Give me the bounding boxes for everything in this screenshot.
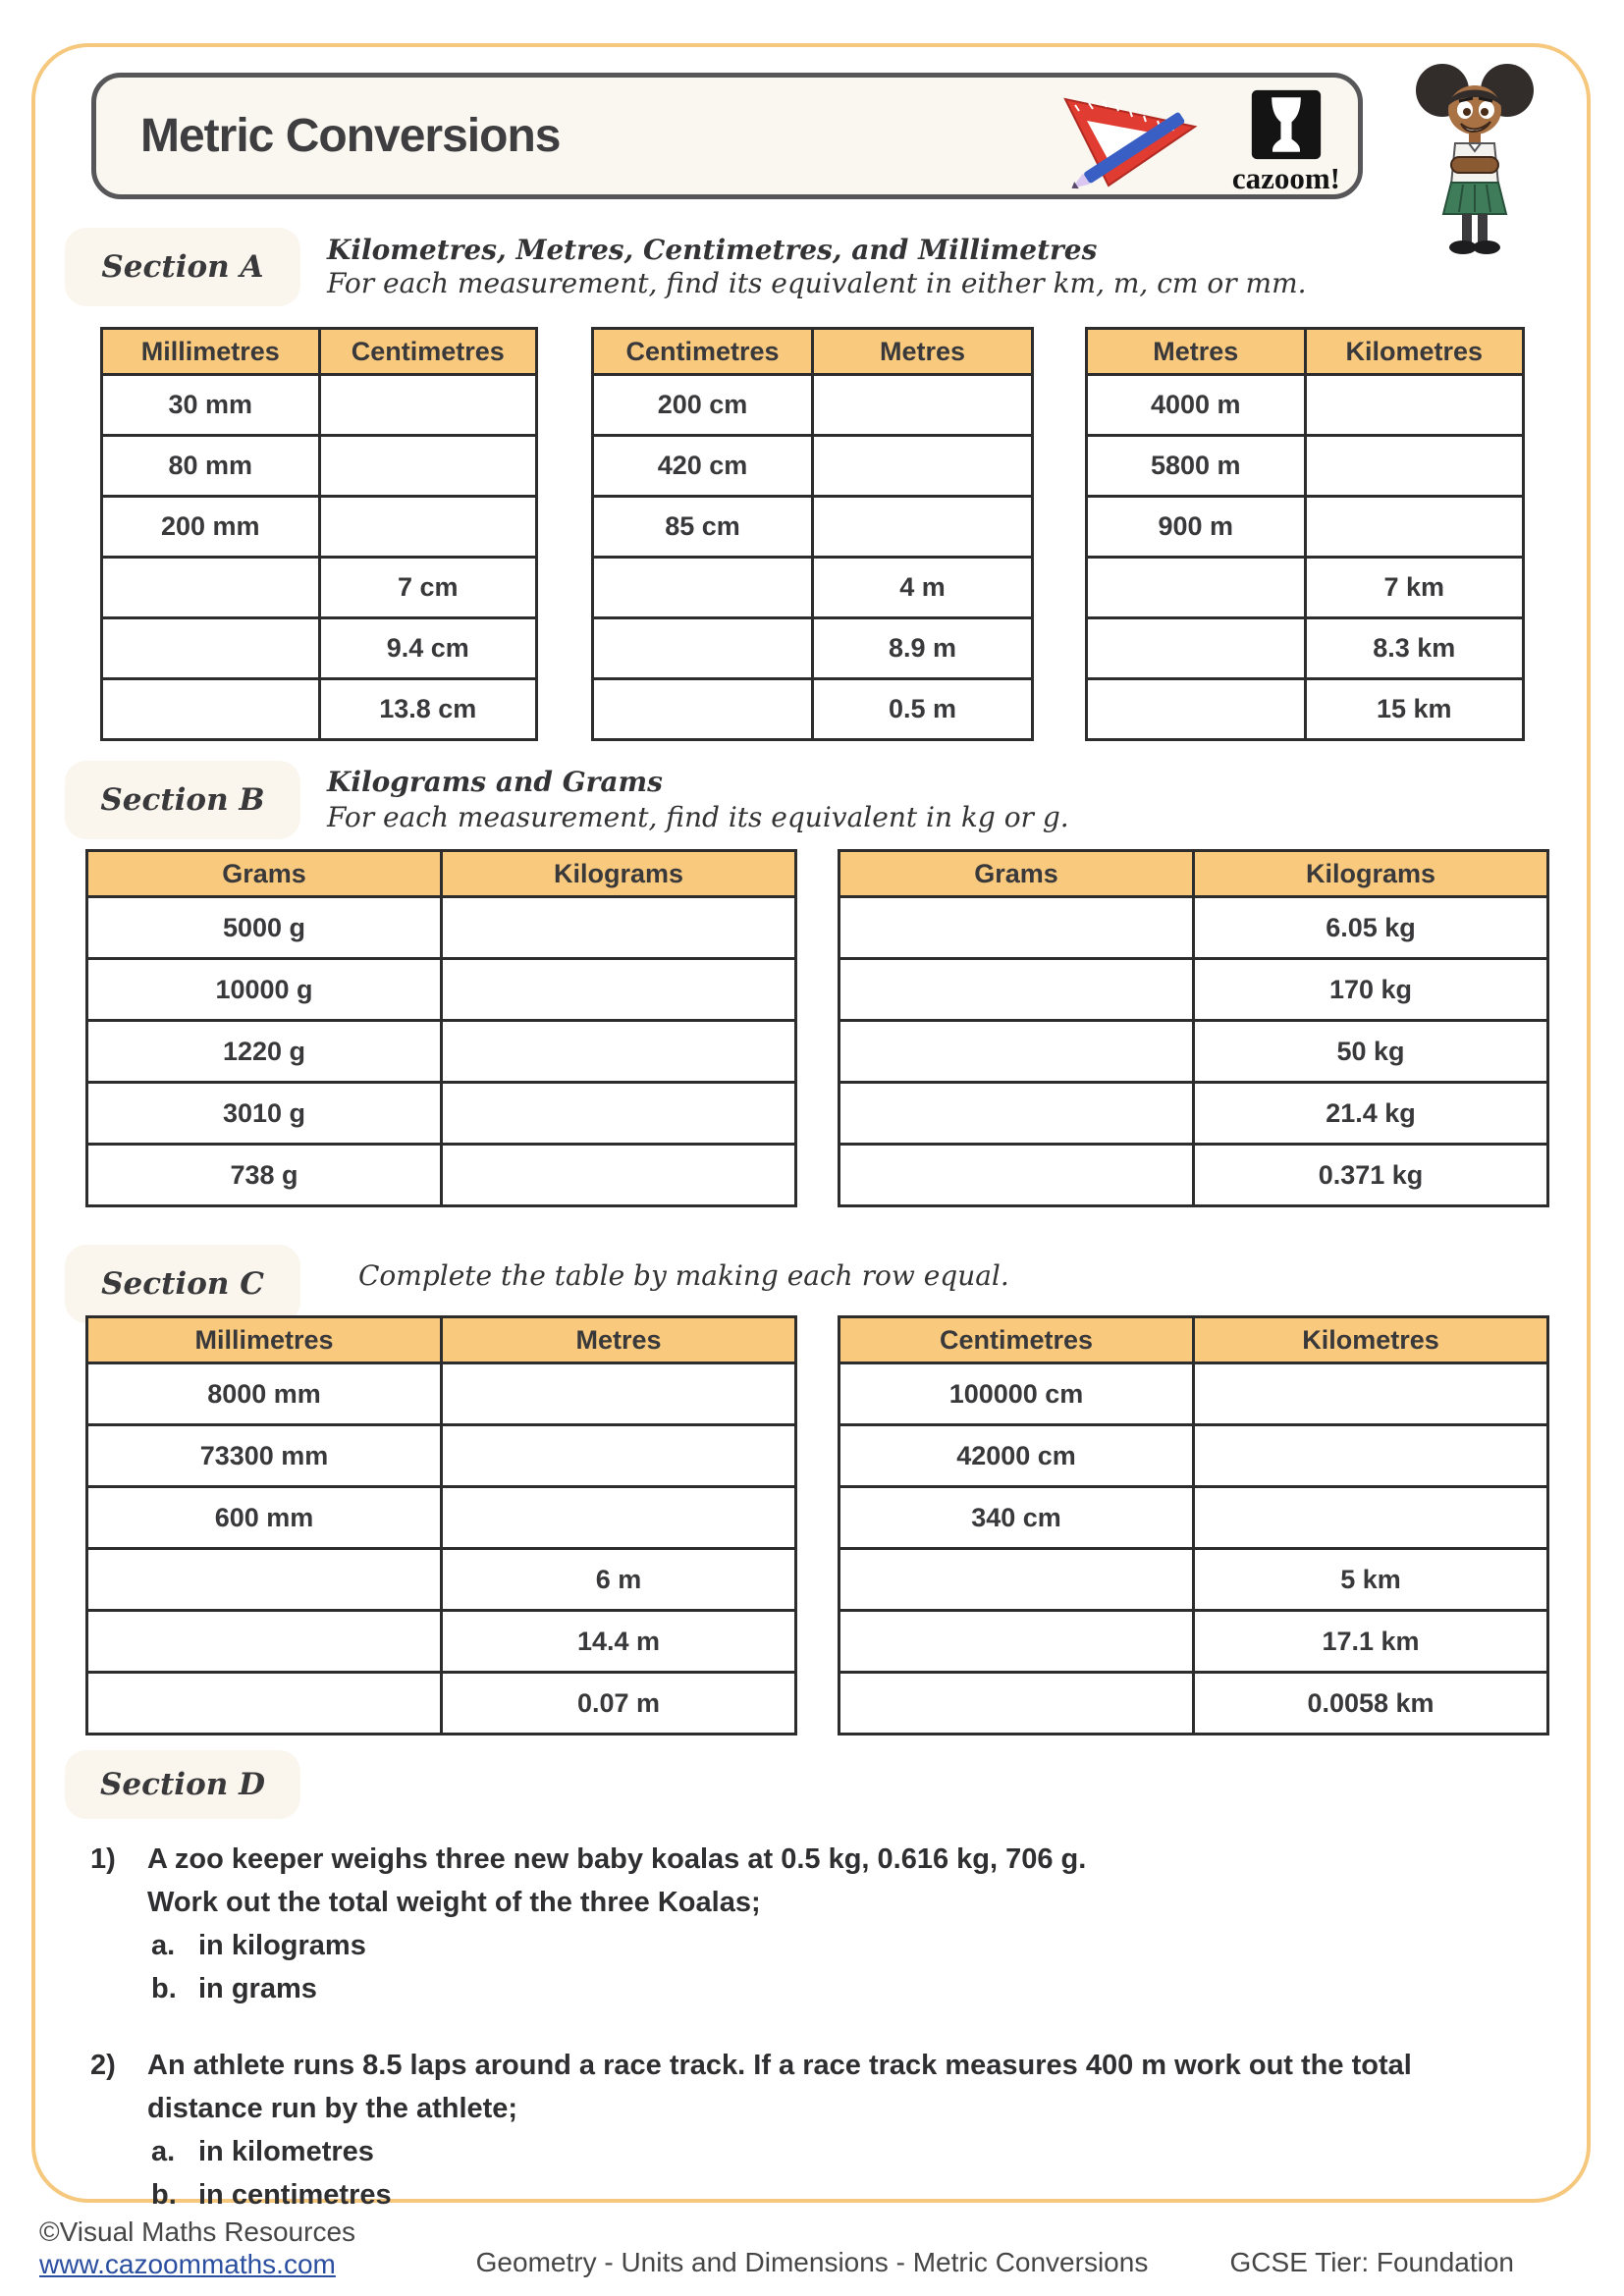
table-row (1087, 436, 1524, 497)
answer-cell (102, 558, 320, 618)
value-cell: 340 cm (839, 1487, 1194, 1549)
question-2 (90, 2044, 1543, 2216)
table-row (1087, 497, 1524, 558)
answer-cell (1194, 1487, 1548, 1549)
answer-cell (442, 897, 796, 959)
answer-cell (319, 497, 537, 558)
part-text: in kilograms (198, 1930, 366, 1961)
value-cell: 5800 m (1087, 436, 1306, 497)
table-row (87, 959, 796, 1021)
value-cell: 73300 mm (87, 1425, 442, 1487)
question-line (90, 1838, 1543, 1881)
answer-cell (1305, 436, 1524, 497)
column-header: Metres (442, 1317, 796, 1363)
page-title: Metric Conversions (140, 110, 561, 162)
footer-tier-text: GCSE Tier: Foundation (1229, 2247, 1514, 2277)
question-line (90, 2044, 1543, 2087)
value-cell: 9.4 cm (319, 618, 537, 679)
answer-cell (593, 679, 813, 740)
student-character-illustration (1410, 55, 1540, 260)
table-row (87, 1083, 796, 1145)
answer-cell (442, 1487, 796, 1549)
table-row (1087, 618, 1524, 679)
answer-cell (87, 1611, 442, 1673)
part-text: in kilometres (198, 2136, 374, 2167)
answer-cell (87, 1549, 442, 1611)
column-header: Centimetres (593, 329, 813, 375)
part-text: in grams (198, 1973, 317, 2004)
section-a-heading: Kilometres, Metres, Centimetres, and Millimetres (327, 234, 1098, 266)
value-cell: 100000 cm (839, 1363, 1194, 1425)
table-row (593, 558, 1033, 618)
section-d-label: Section D (65, 1750, 300, 1819)
table-row (102, 375, 537, 436)
question-gap (90, 2010, 1543, 2044)
value-cell: 4 m (813, 558, 1033, 618)
answer-cell (839, 959, 1194, 1021)
answer-cell (839, 1021, 1194, 1083)
table-row (593, 375, 1033, 436)
value-cell: 21.4 kg (1194, 1083, 1548, 1145)
logo-row (1052, 83, 1340, 198)
value-cell: 42000 cm (839, 1425, 1194, 1487)
answer-cell (593, 618, 813, 679)
column-header: Millimetres (87, 1317, 442, 1363)
value-cell: 5000 g (87, 897, 442, 959)
value-cell: 8.9 m (813, 618, 1033, 679)
column-header: Kilograms (1194, 851, 1548, 897)
table-row (839, 959, 1548, 1021)
value-cell: 8000 mm (87, 1363, 442, 1425)
question-text: Work out the total weight of the three Koalas; (147, 1887, 761, 1918)
answer-cell (839, 1145, 1194, 1206)
table-row (87, 1549, 796, 1611)
answer-cell (442, 959, 796, 1021)
value-cell: 6.05 kg (1194, 897, 1548, 959)
part-letter: a. (151, 1930, 176, 1961)
table-row (593, 618, 1033, 679)
table-row (87, 897, 796, 959)
answer-cell (1194, 1425, 1548, 1487)
value-cell: 600 mm (87, 1487, 442, 1549)
answer-cell (442, 1021, 796, 1083)
worksheet-header (91, 73, 1363, 199)
section-c-instruction: Complete the table by making each row equal. (358, 1259, 1009, 1292)
table-row (1087, 558, 1524, 618)
value-cell: 8.3 km (1305, 618, 1524, 679)
value-cell: 13.8 cm (319, 679, 537, 740)
column-header: Centimetres (839, 1317, 1194, 1363)
value-cell: 80 mm (102, 436, 320, 497)
table-cm-m (591, 327, 1034, 741)
answer-cell (839, 1549, 1194, 1611)
section-b-label: Section B (65, 761, 300, 839)
answer-cell (813, 375, 1033, 436)
value-cell: 170 kg (1194, 959, 1548, 1021)
column-header: Kilometres (1305, 329, 1524, 375)
column-header: Metres (1087, 329, 1306, 375)
value-cell: 5 km (1194, 1549, 1548, 1611)
question-line (90, 2087, 1543, 2130)
table-row (1087, 375, 1524, 436)
table-row (593, 436, 1033, 497)
part-letter: b. (151, 2179, 177, 2211)
table-g-kg-right (838, 849, 1549, 1207)
table-row (102, 436, 537, 497)
answer-cell (319, 375, 537, 436)
copyright-text: ©Visual Maths Resources (39, 2216, 356, 2247)
part-letter: b. (151, 1973, 177, 2004)
question-part-a (90, 1924, 1543, 1967)
table-mm-cm (100, 327, 538, 741)
value-cell: 85 cm (593, 497, 813, 558)
question-text: distance run by the athlete; (147, 2093, 518, 2124)
table-row (87, 1611, 796, 1673)
table-cm-km (838, 1315, 1549, 1735)
table-row (839, 1021, 1548, 1083)
answer-cell (442, 1083, 796, 1145)
column-header: Centimetres (319, 329, 537, 375)
table-row (839, 1549, 1548, 1611)
value-cell: 4000 m (1087, 375, 1306, 436)
table-m-km (1085, 327, 1525, 741)
answer-cell (1087, 558, 1306, 618)
answer-cell (442, 1425, 796, 1487)
value-cell: 6 m (442, 1549, 796, 1611)
question-line (90, 1881, 1543, 1924)
value-cell: 1220 g (87, 1021, 442, 1083)
section-a-label: Section A (65, 228, 300, 306)
table-row (839, 1487, 1548, 1549)
value-cell: 0.371 kg (1194, 1145, 1548, 1206)
value-cell: 420 cm (593, 436, 813, 497)
value-cell: 7 cm (319, 558, 537, 618)
value-cell: 0.5 m (813, 679, 1033, 740)
answer-cell (442, 1363, 796, 1425)
table-row (102, 497, 537, 558)
table-row (839, 1425, 1548, 1487)
table-row (102, 618, 537, 679)
section-b-instruction: For each measurement, find its equivalent in kg or g. (327, 801, 1069, 833)
question-number: 2) (90, 2050, 116, 2081)
answer-cell (593, 558, 813, 618)
question-part-a (90, 2130, 1543, 2173)
column-header: Millimetres (102, 329, 320, 375)
column-header: Metres (813, 329, 1033, 375)
value-cell: 17.1 km (1194, 1611, 1548, 1673)
answer-cell (839, 1611, 1194, 1673)
question-part-b (90, 2173, 1543, 2216)
table-row (87, 1363, 796, 1425)
table-row (593, 679, 1033, 740)
answer-cell (839, 1673, 1194, 1735)
cazoom-logo-text: cazoom! (1231, 161, 1340, 195)
value-cell: 0.0058 km (1194, 1673, 1548, 1735)
answer-cell (813, 436, 1033, 497)
answer-cell (1305, 497, 1524, 558)
column-header: Kilometres (1194, 1317, 1548, 1363)
answer-cell (1194, 1363, 1548, 1425)
question-part-b (90, 1967, 1543, 2010)
table-row (87, 1673, 796, 1735)
answer-cell (839, 1083, 1194, 1145)
column-header: Grams (87, 851, 442, 897)
table-row (839, 1145, 1548, 1206)
answer-cell (1087, 679, 1306, 740)
section-d-questions (90, 1838, 1543, 2216)
answer-cell (87, 1673, 442, 1735)
table-mm-m (85, 1315, 797, 1735)
value-cell: 30 mm (102, 375, 320, 436)
table-row (87, 1425, 796, 1487)
part-text: in centimetres (198, 2179, 392, 2211)
table-g-kg-left (85, 849, 797, 1207)
table-row (1087, 679, 1524, 740)
answer-cell (102, 618, 320, 679)
table-row (87, 1145, 796, 1206)
table-row (87, 1021, 796, 1083)
question-text: A zoo keeper weighs three new baby koalas at 0.5 kg, 0.616 kg, 706 g. (147, 1843, 1087, 1875)
value-cell: 900 m (1087, 497, 1306, 558)
value-cell: 200 cm (593, 375, 813, 436)
answer-cell (102, 679, 320, 740)
cazoom-logo (1232, 88, 1340, 193)
table-row (87, 1487, 796, 1549)
column-header: Grams (839, 851, 1194, 897)
table-row (839, 897, 1548, 959)
value-cell: 0.07 m (442, 1673, 796, 1735)
answer-cell (319, 436, 537, 497)
answer-cell (442, 1145, 796, 1206)
value-cell: 10000 g (87, 959, 442, 1021)
table-row (839, 1611, 1548, 1673)
column-header: Kilograms (442, 851, 796, 897)
table-row (102, 679, 537, 740)
value-cell: 738 g (87, 1145, 442, 1206)
value-cell: 15 km (1305, 679, 1524, 740)
question-1 (90, 1838, 1543, 2010)
footer-topic-text: Geometry - Units and Dimensions - Metric Conversions (475, 2247, 1149, 2277)
section-b-heading: Kilograms and Grams (327, 766, 663, 798)
value-cell: 7 km (1305, 558, 1524, 618)
question-text: An athlete runs 8.5 laps around a race track. If a race track measures 400 m work out the total (147, 2050, 1412, 2081)
value-cell: 14.4 m (442, 1611, 796, 1673)
value-cell: 50 kg (1194, 1021, 1548, 1083)
answer-cell (1087, 618, 1306, 679)
website-link[interactable]: www.cazoommaths.com (39, 2249, 336, 2279)
value-cell: 3010 g (87, 1083, 442, 1145)
set-square-pencil-icon (1052, 83, 1207, 198)
answer-cell (839, 897, 1194, 959)
cazoom-drum-icon (1250, 88, 1323, 161)
table-row (102, 558, 537, 618)
answer-cell (813, 497, 1033, 558)
table-row (839, 1673, 1548, 1735)
section-c-label: Section C (65, 1245, 300, 1323)
table-row (839, 1083, 1548, 1145)
part-letter: a. (151, 2136, 176, 2167)
value-cell: 200 mm (102, 497, 320, 558)
table-row (839, 1363, 1548, 1425)
question-number: 1) (90, 1843, 116, 1875)
section-a-instruction: For each measurement, find its equivalent in either km, m, cm or mm. (327, 267, 1307, 299)
answer-cell (1305, 375, 1524, 436)
table-row (593, 497, 1033, 558)
